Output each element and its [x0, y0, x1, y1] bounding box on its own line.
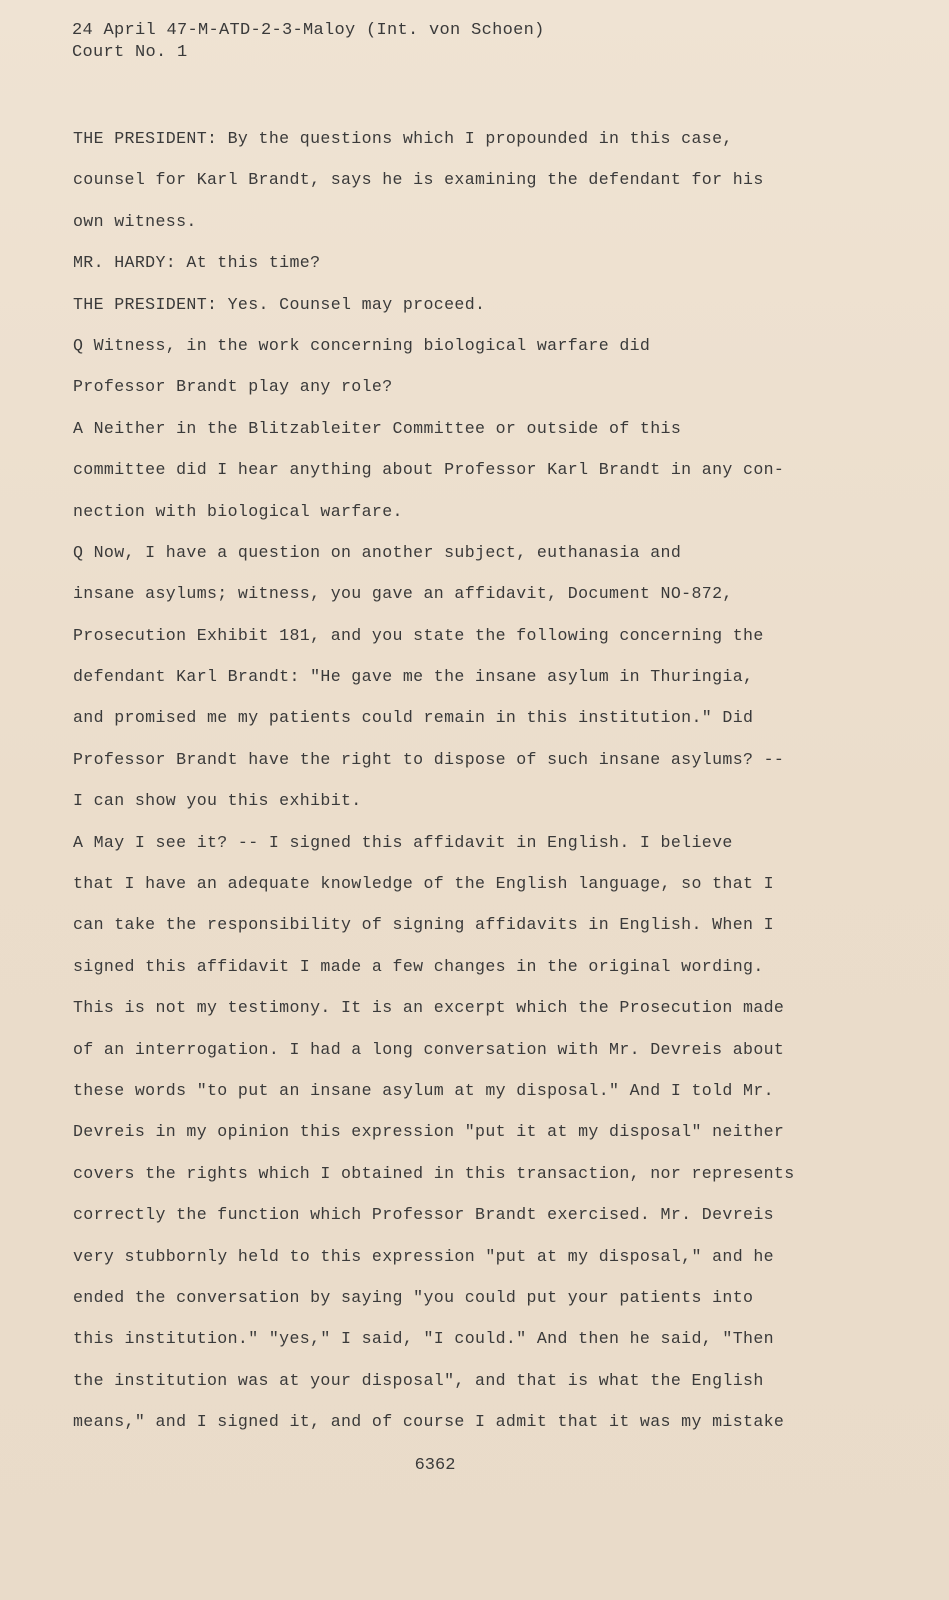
transcript-body [73, 118, 793, 1443]
text-line: A Neither in the Blitzableiter Committee or outside of this [73, 418, 682, 438]
text-line: very stubbornly held to this expression "put at my disposal," and he [73, 1246, 774, 1266]
text-line: nection with biological warfare. [73, 501, 403, 521]
text-line: correctly the function which Professor Brandt exercised. Mr. Devreis [73, 1205, 774, 1225]
text-line: Devreis in my opinion this expression "put it at my disposal" neither [73, 1122, 785, 1142]
text-line: Prosecution Exhibit 181, and you state the following concerning the [73, 625, 764, 645]
header-case-line: 24 April 47-M-ATD-2-3-Maloy (Int. von Schoen) [72, 21, 545, 40]
text-line: of an interrogation. I had a long conversation with Mr. Devreis about [73, 1039, 785, 1059]
text-line: Professor Brandt have the right to dispose of such insane asylums? -- [73, 749, 785, 769]
text-line: signed this affidavit I made a few changes in the original wording. [73, 956, 764, 976]
text-line: Q Witness, in the work concerning biological warfare did [73, 335, 651, 355]
text-line: that I have an adequate knowledge of the English language, so that I [73, 874, 774, 894]
text-line: This is not my testimony. It is an excerpt which the Prosecution made [73, 998, 785, 1018]
text-line: and promised me my patients could remain in this institution." Did [73, 708, 754, 728]
text-line: THE PRESIDENT: Yes. Counsel may proceed. [73, 294, 486, 314]
page-number: 6362 [414, 1456, 456, 1475]
text-line: committee did I hear anything about Professor Karl Brandt in any con- [73, 460, 785, 480]
text-line: counsel for Karl Brandt, says he is examining the defendant for his [73, 170, 764, 190]
text-line: I can show you this exhibit. [73, 791, 362, 811]
text-line: can take the responsibility of signing affidavits in English. When I [73, 915, 774, 935]
text-line: A May I see it? -- I signed this affidavit in English. I believe [73, 832, 733, 852]
text-line: these words "to put an insane asylum at my disposal." And I told Mr. [73, 1080, 774, 1100]
page-header [72, 20, 545, 64]
text-line: defendant Karl Brandt: "He gave me the insane asylum in Thuringia, [73, 667, 754, 687]
text-line: Q Now, I have a question on another subject, euthanasia and [73, 542, 682, 562]
text-line: ended the conversation by saying "you could put your patients into [73, 1287, 754, 1307]
header-court-line: Court No. 1 [72, 43, 188, 62]
text-line: the institution was at your disposal", and that is what the English [73, 1370, 764, 1390]
text-line: covers the rights which I obtained in this transaction, nor represents [73, 1163, 795, 1183]
text-line: Professor Brandt play any role? [73, 377, 393, 397]
text-line: MR. HARDY: At this time? [73, 253, 321, 273]
text-line: means," and I signed it, and of course I admit that it was my mistake [73, 1412, 785, 1432]
text-line: insane asylums; witness, you gave an affidavit, Document NO-872, [73, 584, 733, 604]
text-line: THE PRESIDENT: By the questions which I propounded in this case, [73, 129, 733, 148]
text-line: own witness. [73, 211, 197, 231]
text-line: this institution." "yes," I said, "I could." And then he said, "Then [73, 1329, 774, 1349]
